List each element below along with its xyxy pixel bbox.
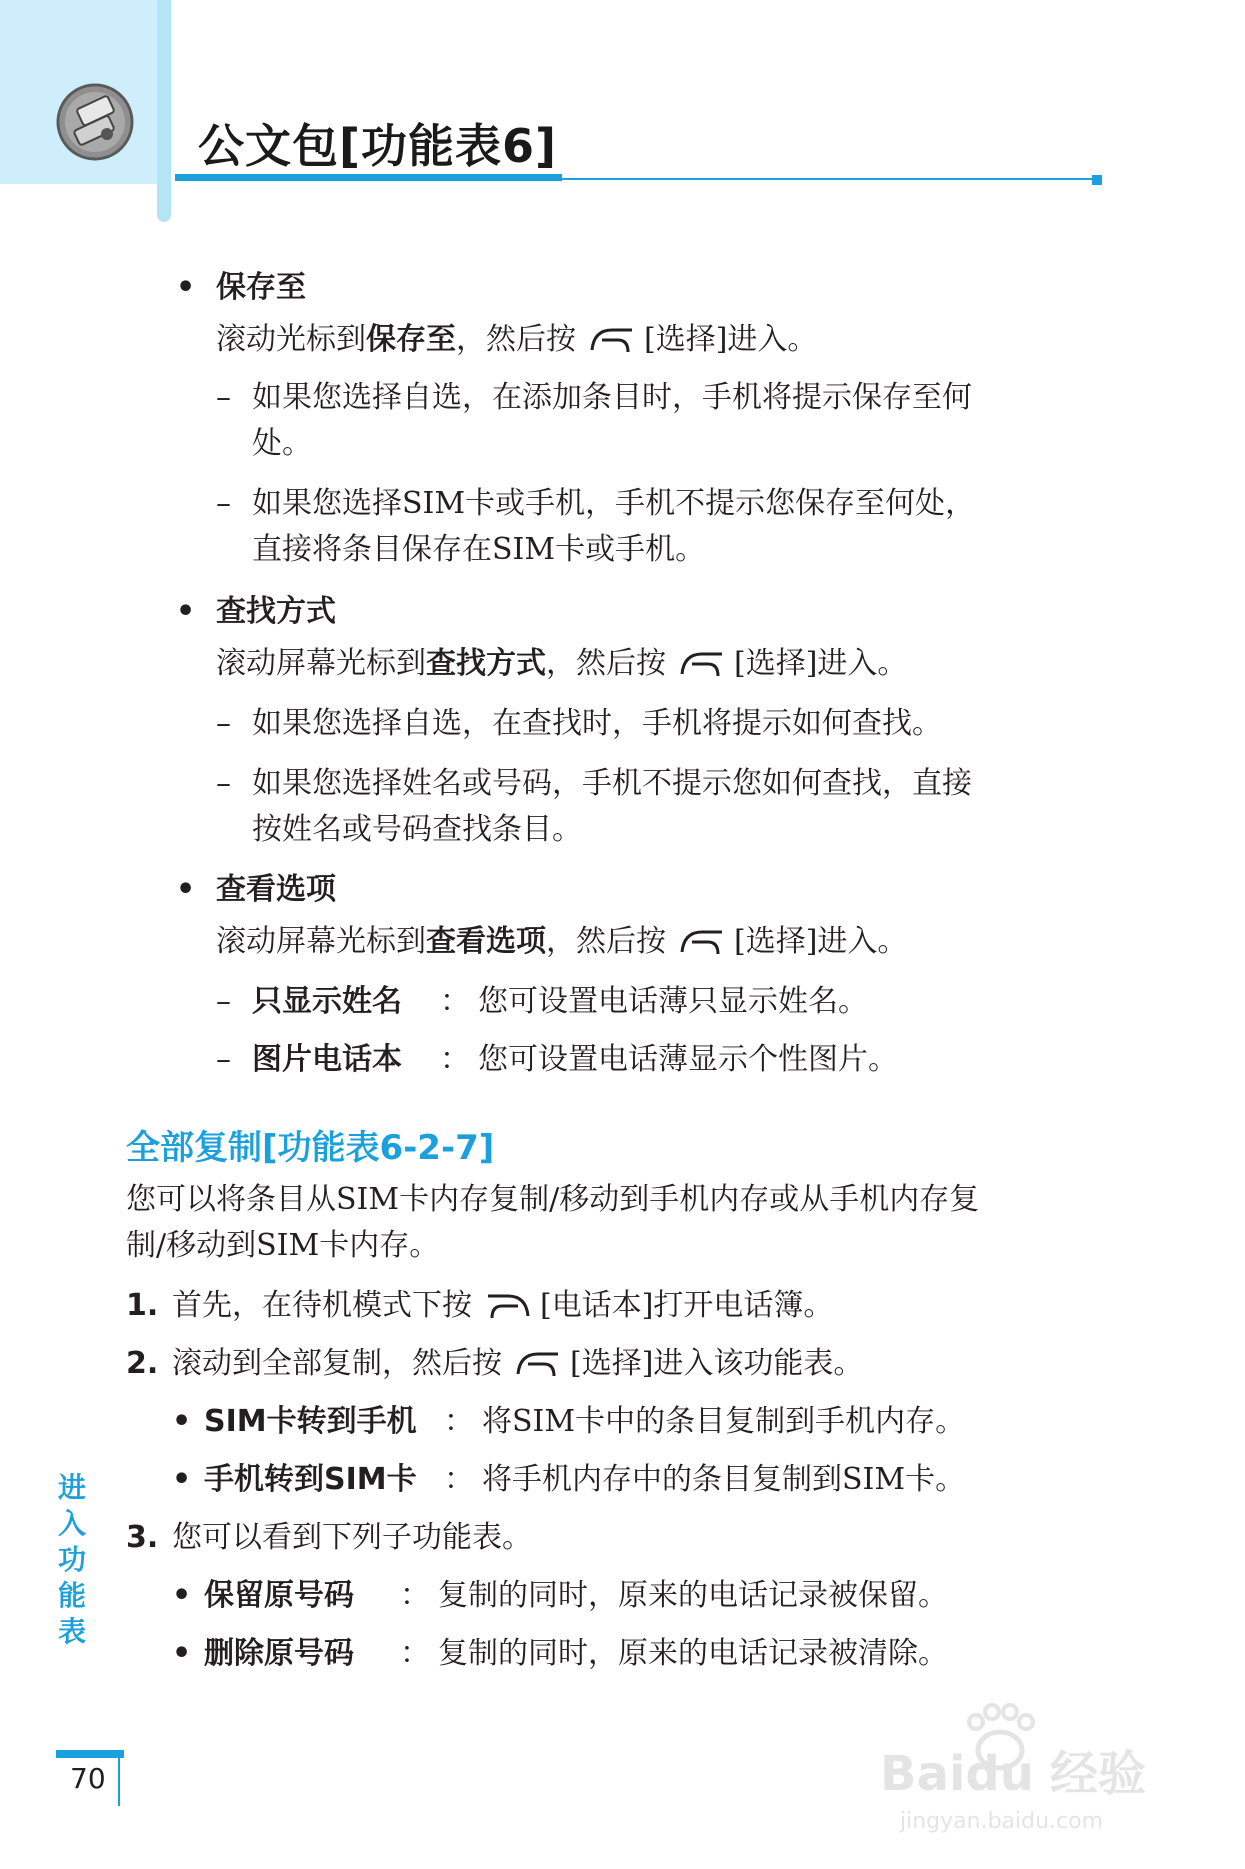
item-heading-search-method: • 查找方式 bbox=[176, 594, 336, 629]
left-soft-key-icon bbox=[678, 926, 726, 956]
section-heading: 全部复制[功能表6-2-7] bbox=[126, 1128, 495, 1168]
note-line: 处。 bbox=[252, 426, 312, 461]
baidu-watermark bbox=[880, 1690, 1180, 1840]
left-soft-key-icon bbox=[588, 324, 636, 354]
step-1: 1. 首先，在待机模式下按 [电话本]打开电话簿。 bbox=[126, 1288, 834, 1323]
note-line: – 如果您选择自选，在查找时，手机将提示如何查找。 bbox=[216, 706, 942, 741]
page-number-divider bbox=[118, 1758, 120, 1806]
note-line: – 如果您选择自选，在添加条目时，手机将提示保存至何 bbox=[216, 380, 972, 415]
note-line: – 如果您选择SIM卡或手机，手机不提示您保存至何处， bbox=[216, 486, 976, 521]
right-soft-key-icon bbox=[484, 1290, 532, 1320]
phone-menu-icon bbox=[55, 82, 135, 162]
option-line: – 图片电话本 ： 您可设置电话薄显示个性图片。 bbox=[216, 1042, 898, 1077]
watermark-url: jingyan.baidu.com bbox=[900, 1809, 1104, 1834]
section-paragraph-line: 制/移动到SIM卡内存。 bbox=[126, 1228, 440, 1263]
bullet-icon: • bbox=[172, 1578, 192, 1613]
step-sub-option: • 手机转到SIM卡 ： 将手机内存中的条目复制到SIM卡。 bbox=[172, 1462, 966, 1497]
note-line: 直接将条目保存在SIM卡或手机。 bbox=[252, 532, 706, 567]
step-sub-option: • 删除原号码 ： 复制的同时，原来的电话记录被清除。 bbox=[172, 1636, 948, 1671]
step-sub-option: • SIM卡转到手机 ： 将SIM卡中的条目复制到手机内存。 bbox=[172, 1404, 966, 1439]
page-title: 公文包[功能表6] bbox=[198, 119, 558, 173]
bullet-icon: • bbox=[176, 872, 196, 907]
item-intro: 滚动屏幕光标到查看选项，然后按 [选择]进入。 bbox=[216, 924, 908, 959]
bullet-icon: • bbox=[176, 594, 196, 629]
side-chapter-label: 进入功能表 bbox=[57, 1471, 86, 1648]
title-underline-thin bbox=[175, 178, 1095, 180]
watermark-sub-brand: 经验 bbox=[1050, 1746, 1147, 1802]
page-number-bar bbox=[56, 1750, 124, 1758]
bullet-icon: • bbox=[172, 1636, 192, 1671]
section-paragraph-line: 您可以将条目从SIM卡内存复制/移动到手机内存或从手机内存复 bbox=[126, 1182, 980, 1217]
step-3: 3. 您可以看到下列子功能表。 bbox=[126, 1520, 532, 1555]
item-heading-save-to: • 保存至 bbox=[176, 270, 306, 305]
left-soft-key-icon bbox=[678, 648, 726, 678]
bullet-icon: • bbox=[176, 270, 196, 305]
step-sub-option: • 保留原号码 ： 复制的同时，原来的电话记录被保留。 bbox=[172, 1578, 948, 1613]
header-vertical-bar bbox=[157, 0, 171, 222]
bullet-icon: • bbox=[172, 1404, 192, 1439]
step-2: 2. 滚动到全部复制，然后按 [选择]进入该功能表。 bbox=[126, 1346, 864, 1381]
page-number: 70 bbox=[70, 1762, 106, 1795]
item-intro: 滚动屏幕光标到查找方式，然后按 [选择]进入。 bbox=[216, 646, 908, 681]
item-heading-view-options: • 查看选项 bbox=[176, 872, 336, 907]
option-line: – 只显示姓名 ： 您可设置电话薄只显示姓名。 bbox=[216, 984, 868, 1019]
note-line: 按姓名或号码查找条目。 bbox=[252, 812, 582, 847]
title-underline-end-marker bbox=[1092, 175, 1102, 185]
note-line: – 如果您选择姓名或号码，手机不提示您如何查找，直接 bbox=[216, 766, 972, 801]
left-soft-key-icon bbox=[514, 1348, 562, 1378]
item-intro: 滚动光标到保存至，然后按 [选择]进入。 bbox=[216, 322, 818, 357]
watermark-brand: Baidu bbox=[880, 1746, 1034, 1802]
bullet-icon: • bbox=[172, 1462, 192, 1497]
